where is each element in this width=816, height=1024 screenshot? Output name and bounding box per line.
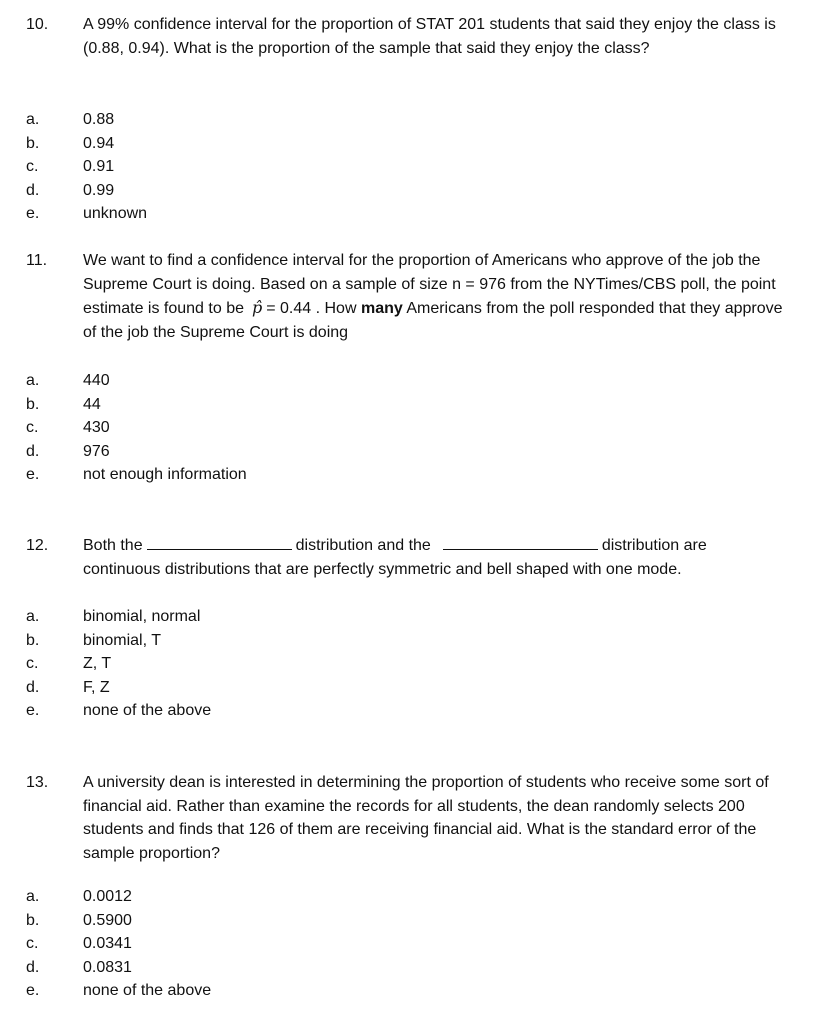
option-c[interactable]	[0, 155, 400, 179]
question-number: 10.	[26, 16, 49, 33]
option-text: 430	[83, 419, 110, 436]
option-d[interactable]	[0, 676, 400, 700]
option-text: 440	[83, 372, 110, 389]
option-a[interactable]	[0, 108, 400, 132]
option-c[interactable]	[0, 932, 400, 956]
option-text: binomial, normal	[83, 608, 201, 625]
option-text: 0.91	[83, 158, 115, 175]
option-d[interactable]	[0, 179, 400, 203]
option-b[interactable]	[0, 132, 400, 156]
question-number: 11.	[26, 252, 48, 269]
option-letter: d.	[26, 181, 40, 199]
option-letter: b.	[26, 134, 40, 152]
option-b[interactable]	[0, 393, 400, 417]
option-text: 0.0831	[83, 958, 132, 976]
option-e[interactable]	[0, 463, 400, 487]
option-letter: b.	[26, 395, 40, 413]
question-text-part3: Americans from the poll responded that they approve of the job the Supreme Court is doing	[83, 300, 783, 341]
option-text: binomial, T	[83, 631, 161, 649]
question-text-part1: Both the	[83, 537, 143, 554]
question-text	[83, 249, 783, 344]
option-letter: b.	[26, 911, 40, 929]
option-text: 0.94	[83, 134, 115, 152]
question-text-bold: many	[360, 300, 403, 317]
option-text: none of the above	[83, 702, 212, 719]
option-text: not enough information	[83, 466, 247, 483]
option-text: 0.0341	[83, 935, 132, 952]
option-a[interactable]	[0, 885, 400, 909]
option-e[interactable]	[0, 699, 400, 723]
option-letter: a.	[26, 372, 40, 389]
option-text: 0.99	[83, 181, 115, 199]
option-letter: c.	[26, 158, 39, 175]
answer-blank-1[interactable]	[147, 535, 292, 550]
question-number: 13.	[26, 774, 49, 791]
option-b[interactable]	[0, 909, 400, 933]
option-letter: c.	[26, 419, 39, 436]
option-text: Z, T	[83, 655, 112, 672]
option-e[interactable]	[0, 202, 400, 226]
option-c[interactable]	[0, 416, 400, 440]
p-hat-symbol: p̂	[251, 298, 263, 317]
option-letter: a.	[26, 888, 40, 905]
option-d[interactable]	[0, 440, 400, 464]
option-letter: e.	[26, 205, 40, 222]
option-letter: e.	[26, 466, 40, 483]
option-a[interactable]	[0, 605, 400, 629]
option-text: F, Z	[83, 678, 110, 696]
option-e[interactable]	[0, 979, 400, 1003]
option-letter: a.	[26, 111, 40, 128]
question-text-part1: We want to find a confidence interval for the proportion of Americans who approve of the job the Supreme Court is doing. Based on a sample of size n = 976 from the NYTimes/CBS poll, the point estimate is found to be	[83, 252, 776, 317]
option-letter: a.	[26, 608, 40, 625]
question-text-part2: = 0.44 . How	[266, 300, 357, 317]
option-text: unknown	[83, 205, 148, 222]
question-text-part3: distribution are continuous distributions that are perfectly symmetric and bell shaped with one mode.	[83, 537, 707, 578]
question-text	[83, 534, 783, 581]
option-letter: d.	[26, 678, 40, 696]
option-text: 0.0012	[83, 888, 132, 905]
option-letter: b.	[26, 631, 40, 649]
question-number: 12.	[26, 537, 49, 554]
answer-blank-2[interactable]	[443, 535, 598, 550]
option-letter: c.	[26, 935, 39, 952]
option-text: 976	[83, 442, 110, 460]
question-text: A university dean is interested in determining the proportion of students who receive some sort of financial aid. Rather than examine the records for all students, the dean randomly selects 200 students and finds that 126 of them are receiving financial aid. What is the standard error of the sample proportion?	[83, 774, 769, 862]
option-text: 0.88	[83, 111, 115, 128]
option-letter: c.	[26, 655, 39, 672]
option-letter: d.	[26, 958, 40, 976]
option-letter: e.	[26, 982, 40, 999]
option-text: none of the above	[83, 982, 212, 999]
option-letter: e.	[26, 702, 40, 719]
option-letter: d.	[26, 442, 40, 460]
option-text: 44	[83, 395, 101, 413]
option-text: 0.5900	[83, 911, 132, 929]
question-text-part2: distribution and the	[295, 537, 431, 554]
option-c[interactable]	[0, 652, 400, 676]
option-a[interactable]	[0, 369, 400, 393]
question-text: A 99% confidence interval for the proportion of STAT 201 students that said they enjoy the class is (0.88, 0.94). What is the proportion of the sample that said they enjoy the class?	[83, 16, 776, 57]
option-d[interactable]	[0, 956, 400, 980]
option-b[interactable]	[0, 629, 400, 653]
